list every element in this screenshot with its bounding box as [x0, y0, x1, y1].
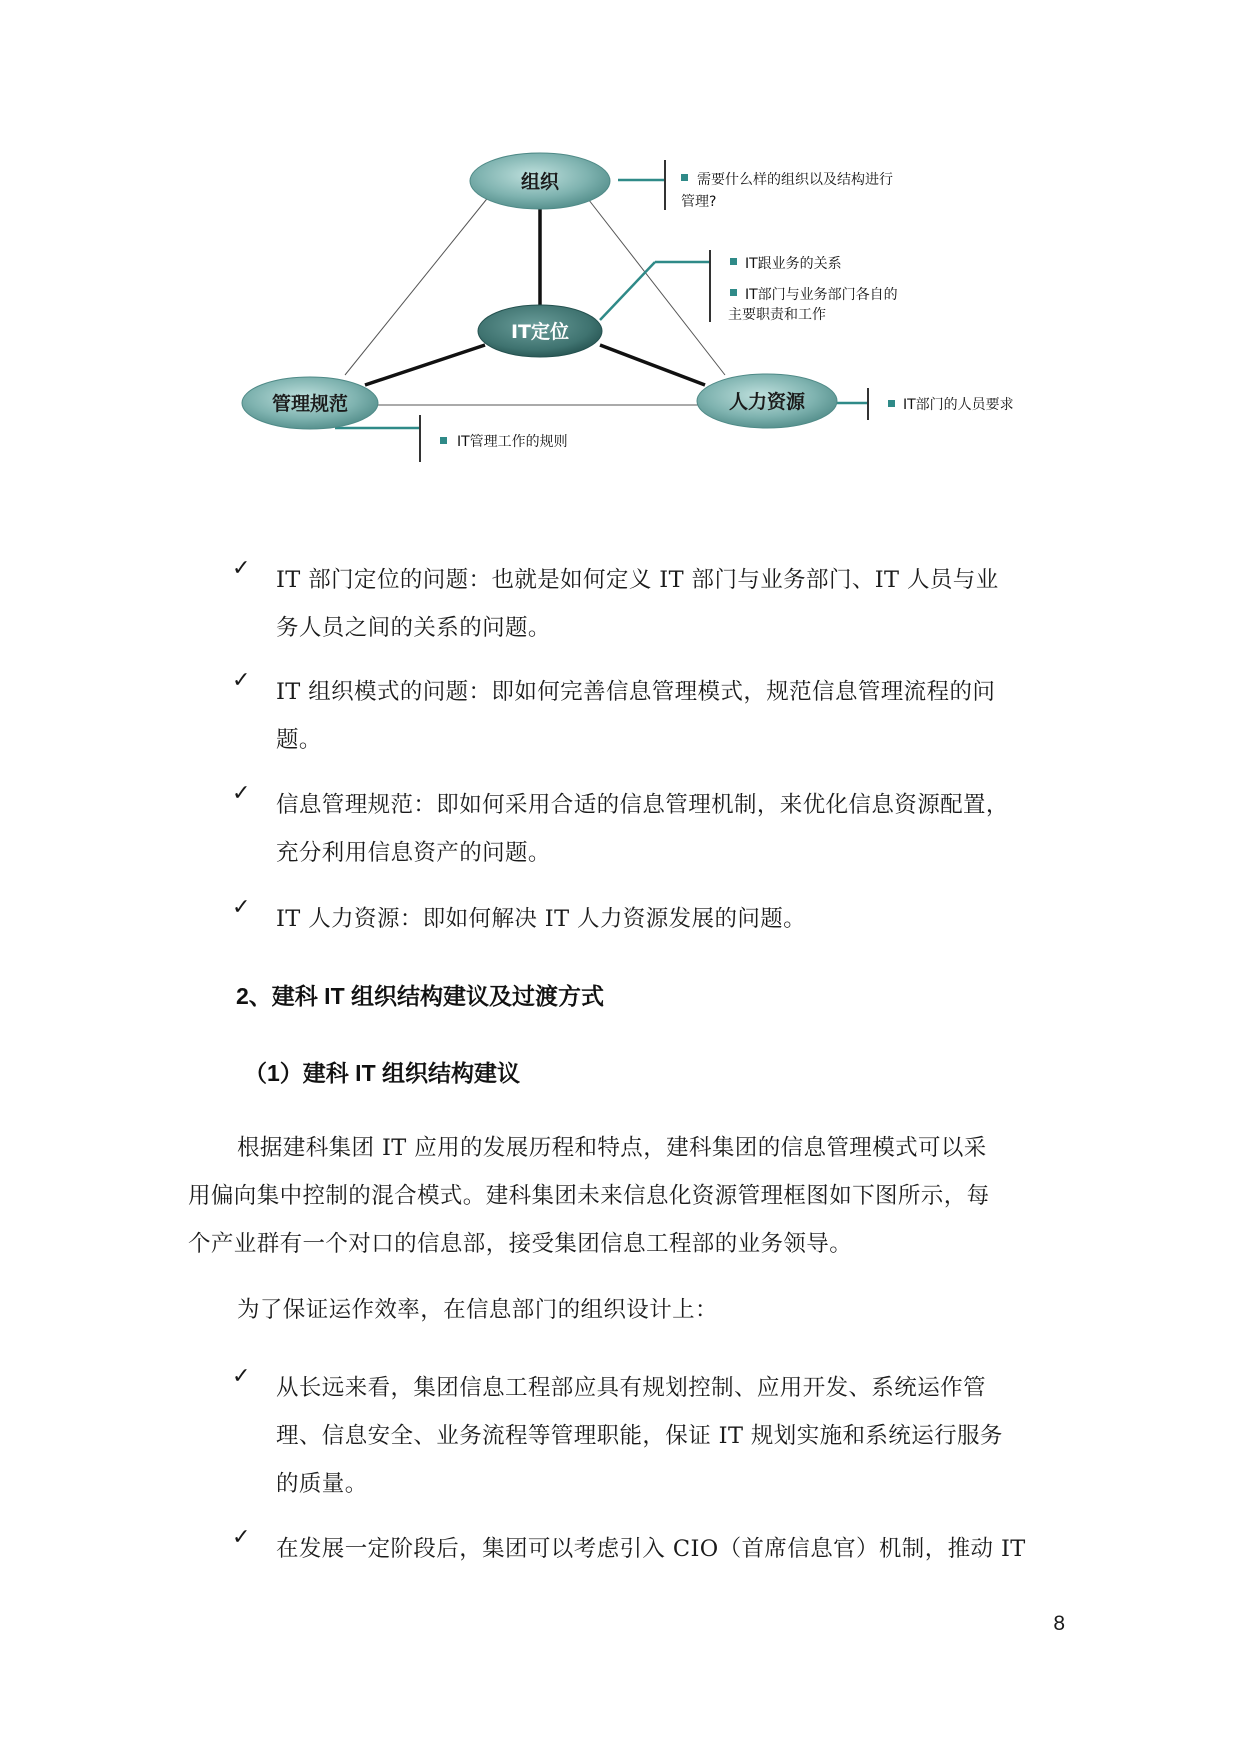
- node-hr-label: 人力资源: [728, 391, 806, 413]
- bullet-item: ✓ 信息管理规范：即如何采用合适的信息管理机制，来优化信息资源配置， 充分利用信息资产的问题。: [232, 781, 1009, 866]
- svg-text:IT管理工作的规则: IT管理工作的规则: [457, 434, 568, 450]
- svg-text:IT部门与业务部门各自的: IT部门与业务部门各自的: [745, 287, 898, 303]
- bullet-item: ✓ IT 组织模式的问题：即如何完善信息管理模式，规范信息管理流程的问 题。: [232, 668, 996, 753]
- note-it-position: [728, 256, 898, 323]
- svg-text:IT部门的人员要求: IT部门的人员要求: [903, 397, 1014, 413]
- note-mgmt: [440, 433, 568, 450]
- bullet-item: ✓ 在发展一定阶段后，集团可以考虑引入 CIO（首席信息官）机制，推动 IT: [232, 1525, 1026, 1562]
- svg-text:管理?: 管理?: [681, 194, 717, 210]
- note-bullet-icon: [681, 174, 688, 181]
- check-icon: ✓: [232, 668, 251, 693]
- check-icon: ✓: [232, 781, 251, 806]
- check-icon: ✓: [232, 1364, 251, 1389]
- node-it-position-label: IT定位: [510, 321, 570, 343]
- section-heading: 2、建科 IT 组织结构建议及过渡方式: [236, 983, 605, 1009]
- node-org: [470, 153, 610, 209]
- svg-text:需要什么样的组织以及结构进行: 需要什么样的组织以及结构进行: [697, 172, 893, 188]
- note-bullet-icon: [888, 400, 895, 407]
- check-icon: ✓: [232, 895, 251, 920]
- node-org-label: 组织: [520, 171, 560, 193]
- bullet-item: ✓ 从长远来看，集团信息工程部应具有规划控制、应用开发、系统运作管 理、信息安全、业务流程等管理职能，保证 IT 规划实施和系统运行服务 的质量。: [232, 1364, 1003, 1497]
- paragraph: 为了保证运作效率，在信息部门的组织设计上：: [237, 1297, 718, 1323]
- it-structure-diagram: [0, 0, 1241, 480]
- note-bullet-icon: [730, 289, 737, 296]
- check-icon: ✓: [232, 556, 251, 581]
- node-mgmt-norm-label: 管理规范: [271, 393, 349, 415]
- paragraph: 根据建科集团 IT 应用的发展历程和特点，建科集团的信息管理模式可以采 用偏向集中控制的混合模式。建科集团未来信息化资源管理框图如下图所示，每 个产业群有一个对口的信息部，接受集团信息工程部的业务领导。: [188, 1135, 990, 1257]
- note-org: [681, 171, 893, 210]
- check-icon: ✓: [232, 1525, 251, 1550]
- svg-text:主要职责和工作: 主要职责和工作: [728, 307, 826, 323]
- node-it-position: [478, 305, 602, 357]
- bullet-item: ✓ IT 人力资源：即如何解决 IT 人力资源发展的问题。: [232, 895, 807, 932]
- inner-spokes: [365, 208, 705, 385]
- node-mgmt-norm: [242, 377, 378, 429]
- note-bullet-icon: [730, 258, 737, 265]
- page-number: 8: [1053, 1612, 1065, 1635]
- bullet-item: ✓ IT 部门定位的问题：也就是如何定义 IT 部门与业务部门、IT 人员与业 务人员之间的关系的问题。: [232, 556, 999, 641]
- subsection-heading: （1）建科 IT 组织结构建议: [244, 1060, 521, 1086]
- node-hr: [697, 374, 837, 428]
- svg-text:IT跟业务的关系: IT跟业务的关系: [745, 256, 842, 272]
- note-bullet-icon: [440, 437, 447, 444]
- note-hr: [888, 396, 1014, 413]
